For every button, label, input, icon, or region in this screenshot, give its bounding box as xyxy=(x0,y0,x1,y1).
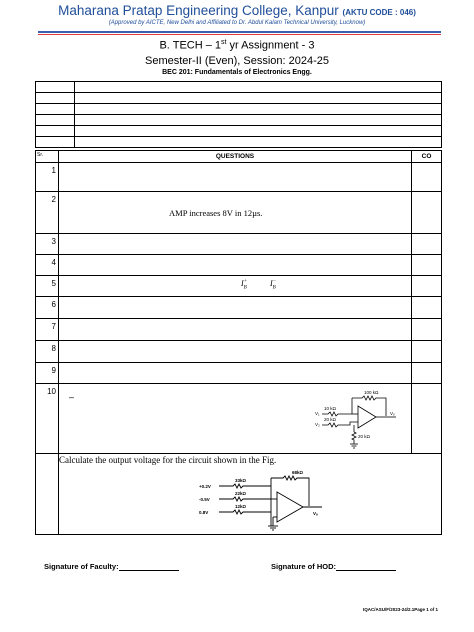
approval-note: (Approved by AICTE, New Delhi and Affiliated to Dr. Abdul Kalam Technical University, Lucknow) xyxy=(108,20,366,26)
faculty-signature: Signature of Faculty: xyxy=(44,562,179,571)
col-questions-header: QUESTIONS xyxy=(59,151,412,163)
question-11-text: Calculate the output voltage for the circuit shown in the Fig. xyxy=(59,455,277,465)
svg-text:V₂: V₂ xyxy=(315,422,320,427)
svg-text:10 kΩ: 10 kΩ xyxy=(324,406,336,411)
svg-text:33kΩ: 33kΩ xyxy=(235,478,246,483)
question-2-text: AMP increases 8V in 12µs. xyxy=(169,208,263,218)
svg-text:20 kΩ: 20 kΩ xyxy=(324,417,336,422)
hod-signature: Signature of HOD: xyxy=(271,562,396,571)
svg-text:22kΩ: 22kΩ xyxy=(235,491,246,496)
svg-text:100 kΩ: 100 kΩ xyxy=(364,390,379,395)
subject-code: BEC 201: Fundamentals of Electronics Engg. xyxy=(162,69,312,76)
aktu-code: (AKTU CODE : 046) xyxy=(342,8,416,17)
table-row xyxy=(36,454,442,535)
table-row: 7 xyxy=(36,319,442,341)
svg-text:20 kΩ: 20 kΩ xyxy=(358,434,370,439)
questions-table xyxy=(35,150,442,535)
table-row: 1 xyxy=(36,163,442,192)
svg-text:68kΩ: 68kΩ xyxy=(292,470,303,475)
summing-amplifier-diagram xyxy=(197,468,347,534)
svg-text:Vₒ: Vₒ xyxy=(313,511,318,516)
table-row: 4 xyxy=(36,255,442,276)
table-row: 5 $I_B^+$ $I_B^-$ xyxy=(36,276,442,297)
svg-text:Vₒ: Vₒ xyxy=(390,411,395,416)
svg-text:-0.5V: -0.5V xyxy=(199,497,210,502)
col-co-header: CO xyxy=(412,151,442,163)
header-rule-red xyxy=(38,34,441,36)
inverting-summing-amplifier-diagram xyxy=(312,386,402,452)
svg-text:12kΩ: 12kΩ xyxy=(235,504,246,509)
svg-text:0.8V: 0.8V xyxy=(199,510,209,515)
ib-minus-symbol: $I_B^-$ xyxy=(270,279,277,291)
assignment-title: B. TECH – 1st yr Assignment - 3 xyxy=(159,39,315,52)
svg-text:+0.2V: +0.2V xyxy=(199,484,211,489)
ib-plus-symbol: $I_B^+$ xyxy=(241,279,248,291)
table-row: 9 xyxy=(36,363,442,384)
table-row: 8 xyxy=(36,341,442,363)
document-footer: IQAC/ASU/F/2023-24/2.1Page 1 of 1 xyxy=(362,607,438,612)
header-rule-blue xyxy=(38,31,441,33)
info-table xyxy=(35,81,442,148)
svg-text:V₁: V₁ xyxy=(315,411,320,416)
table-row: 3 xyxy=(36,234,442,255)
table-row: 6 xyxy=(36,297,442,319)
semester-session: Semester-II (Even), Session: 2024-25 xyxy=(144,55,330,67)
table-row: 2 AMP increases 8V in 12µs. xyxy=(36,192,442,234)
col-sr-header: Sr. xyxy=(36,151,59,163)
college-title: Maharana Pratap Engineering College, Kanpur (AKTU CODE : 046) xyxy=(58,3,416,18)
question-10-dash: – xyxy=(69,392,75,402)
table-row: 10 – 100 kΩ V₁ 10 kΩ V₂ 20 kΩ Vₒ 20 kΩ xyxy=(36,384,442,454)
